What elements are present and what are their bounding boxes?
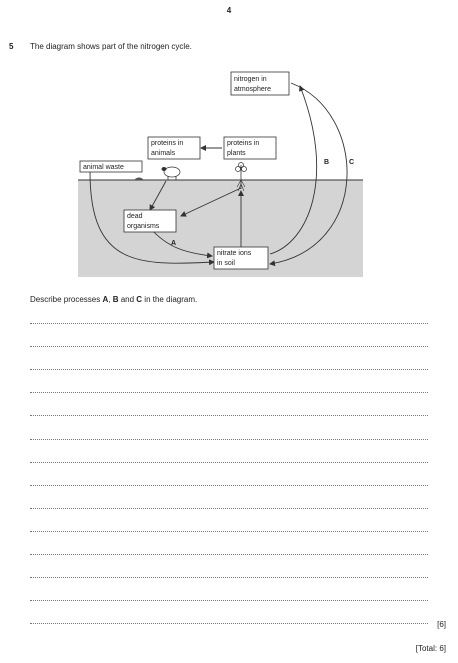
answer-line[interactable]: [30, 369, 428, 370]
answer-line[interactable]: [30, 600, 428, 601]
svg-text:plants: plants: [227, 150, 246, 157]
box-nitrogen-atmosphere: [231, 72, 289, 95]
answer-line[interactable]: [30, 346, 428, 347]
svg-text:proteins in: proteins in: [151, 140, 184, 147]
svg-text:dead: dead: [127, 213, 143, 220]
answer-line[interactable]: [30, 531, 428, 532]
question-number: 5: [9, 42, 14, 51]
box-proteins-in-plants: [224, 137, 276, 159]
svg-text:atmosphere: atmosphere: [234, 86, 271, 93]
answer-line[interactable]: [30, 462, 428, 463]
svg-text:animal waste: animal waste: [83, 164, 124, 171]
svg-text:animals: animals: [151, 150, 176, 157]
svg-text:nitrogen in: nitrogen in: [234, 76, 267, 83]
answer-line[interactable]: [30, 415, 428, 416]
svg-text:in soil: in soil: [217, 260, 235, 267]
sheep-icon: [162, 167, 181, 180]
plant-icon: [236, 163, 247, 192]
total-marks: [Total: 6]: [415, 644, 446, 653]
answer-line[interactable]: [30, 554, 428, 555]
question-prompt: Describe processes A, B and C in the diagram.: [30, 295, 198, 304]
answer-line[interactable]: [30, 323, 428, 324]
waste-mound-shape: [134, 178, 144, 181]
svg-text:proteins in: proteins in: [227, 140, 260, 147]
answer-line[interactable]: [30, 623, 428, 624]
marks-label: [6]: [437, 620, 446, 629]
box-dead-organisms: [124, 210, 176, 232]
label-process-b: B: [324, 159, 330, 166]
question-text: The diagram shows part of the nitrogen cycle.: [30, 42, 192, 51]
nitrogen-cycle-diagram: [78, 68, 368, 280]
answer-line[interactable]: [30, 485, 428, 486]
box-nitrate-ions-in-soil: [214, 247, 268, 269]
box-animal-waste: [80, 161, 142, 172]
svg-text:organisms: organisms: [127, 223, 160, 230]
answer-line[interactable]: [30, 577, 428, 578]
label-process-c: C: [349, 159, 355, 166]
box-proteins-in-animals: [148, 137, 200, 159]
label-process-a: A: [171, 240, 177, 247]
answer-line[interactable]: [30, 439, 428, 440]
svg-text:nitrate ions: nitrate ions: [217, 250, 252, 257]
page-number: 4: [226, 6, 232, 15]
answer-line[interactable]: [30, 508, 428, 509]
answer-line[interactable]: [30, 392, 428, 393]
